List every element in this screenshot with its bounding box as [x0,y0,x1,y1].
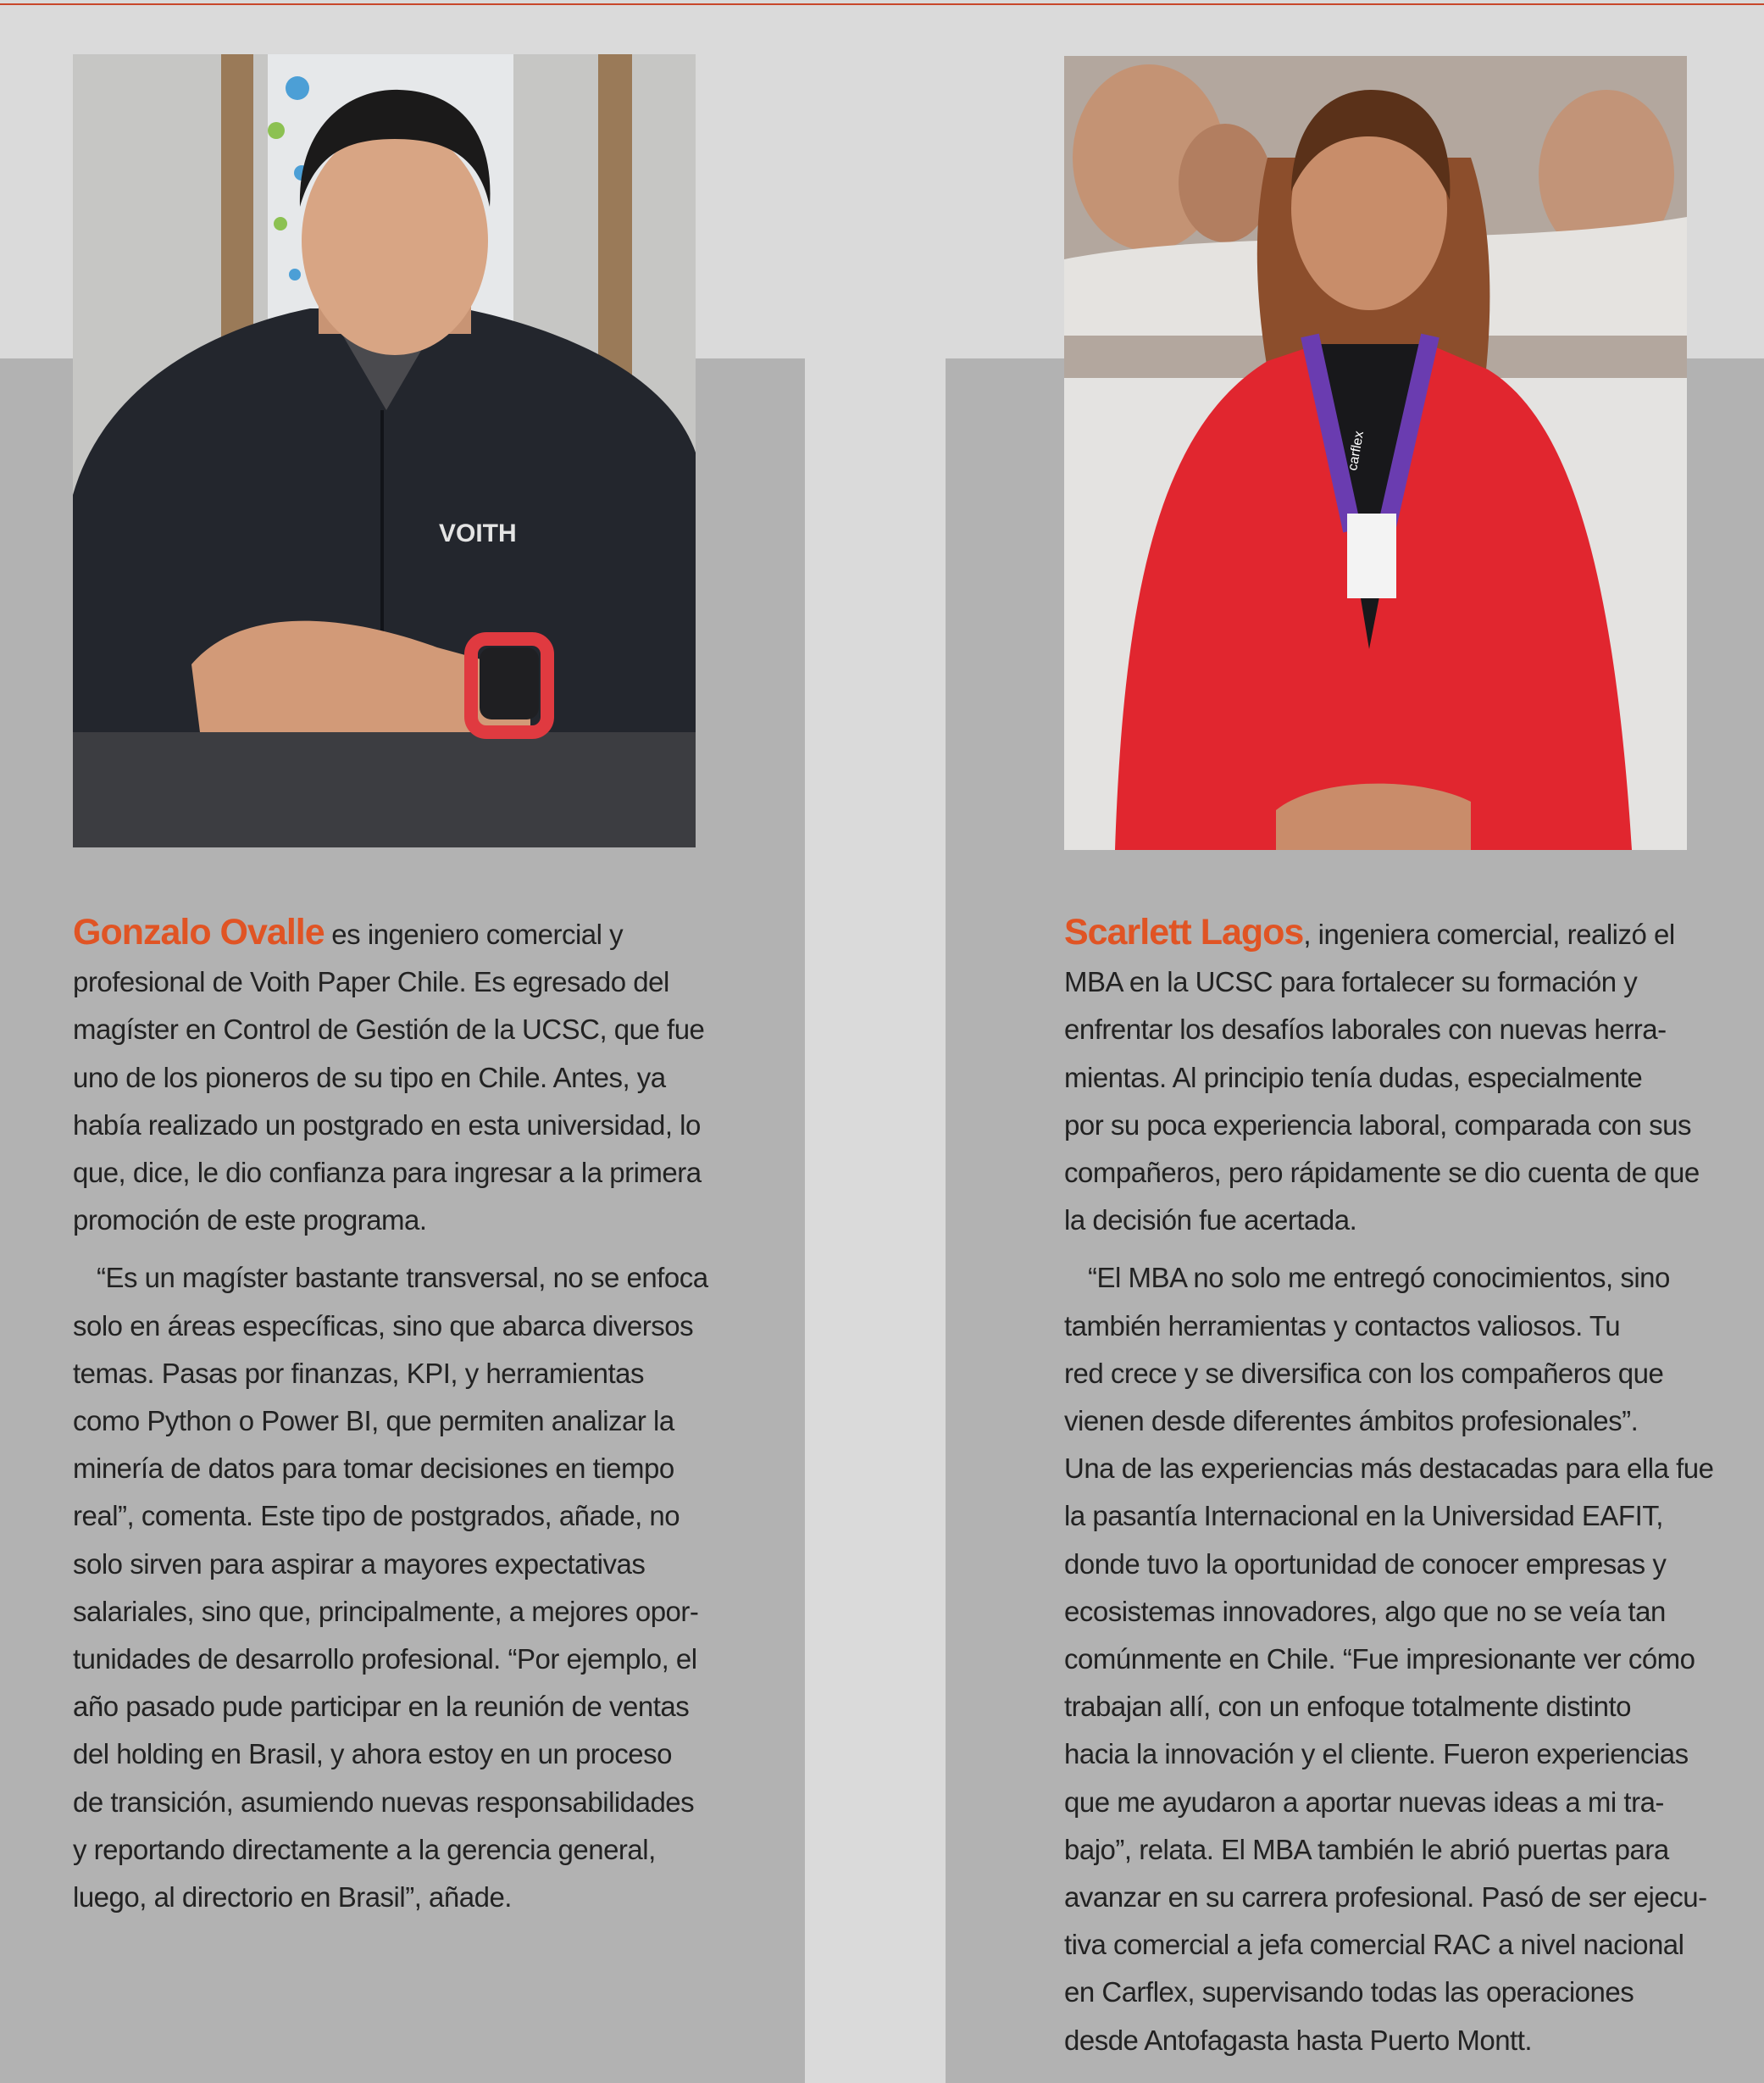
text-line: “El MBA no solo me entregó conocimientos, sino [1088,1262,1670,1294]
scarlett-lagos-photo [1064,56,1687,850]
text-line: y reportando directamente a la gerencia general, [73,1833,656,1865]
text-line: solo sirven para aspirar a mayores expectativas [73,1547,646,1580]
text-line: ecosistemas innovadores, algo que no se veía tan [1064,1595,1666,1627]
portrait-woman-illustration [1064,56,1687,850]
text-line: desde Antofagasta hasta Puerto Montt. [1064,2024,1533,2056]
text-line: vienen desde diferentes ámbitos profesionales”. [1064,1405,1639,1437]
text-line: bajo”, relata. El MBA también le abrió puertas para [1064,1833,1669,1865]
text-line: temas. Pasas por finanzas, KPI, y herramientas [73,1357,644,1389]
text-line: que me ayudaron a aportar nuevas ideas a mi tra- [1064,1786,1664,1818]
intro-paragraph [1064,908,1708,1244]
text-line: de transición, asumiendo nuevas responsabilidades [73,1786,695,1818]
gonzalo-ovalle-article [73,908,717,1921]
text-line: promoción de este programa. [73,1204,427,1236]
intro-paragraph [73,908,717,1244]
photo-lanyard-text: carflex [1345,430,1367,472]
text-line: Una de las experiencias más destacadas para ella fue [1064,1453,1714,1485]
text-line: red crece y se diversifica con los compañeros que [1064,1357,1664,1389]
quote-paragraph [73,1254,717,1921]
text-line: uno de los pioneros de su tipo en Chile. Antes, ya [73,1061,666,1093]
text-line: enfrentar los desafíos laborales con nuevas herra- [1064,1014,1667,1046]
photo-jacket-logo: VOITH [439,519,517,547]
text-line: Gonzalo Ovalle es ingeniero comercial y [73,912,624,953]
text-line: MBA en la UCSC para fortalecer su formación y [1064,966,1638,998]
text-line: compañeros, pero rápidamente se dio cuenta de que [1064,1157,1700,1189]
portrait-man-illustration [73,54,696,847]
person-name: Scarlett Lagos [1064,912,1304,953]
text-line: avanzar en su carrera profesional. Pasó de ser ejecu- [1064,1881,1707,1914]
text-line: profesional de Voith Paper Chile. Es egresado del [73,966,669,998]
text-line: la decisión fue acertada. [1064,1204,1357,1236]
text-line: hacia la innovación y el cliente. Fueron experiencias [1064,1738,1689,1770]
text-line: también herramientas y contactos valiosos. Tu [1064,1309,1621,1341]
text-line: mientas. Al principio tenía dudas, especialmente [1064,1061,1643,1093]
top-rule [0,3,1764,5]
text-line: real”, comenta. Este tipo de postgrados, añade, no [73,1500,680,1532]
text-line: como Python o Power BI, que permiten analizar la [73,1405,674,1437]
text-line: la pasantía Internacional en la Universidad EAFIT, [1064,1500,1663,1532]
text-line: salariales, sino que, principalmente, a mejores opor- [73,1595,699,1627]
text-line: minería de datos para tomar decisiones en tiempo [73,1453,674,1485]
text-line: comúnmente en Chile. “Fue impresionante ver cómo [1064,1643,1695,1675]
text-line: “Es un magíster bastante transversal, no se enfoca [97,1262,708,1294]
text-line: del holding en Brasil, y ahora estoy en un proceso [73,1738,672,1770]
text-line: Scarlett Lagos, ingeniera comercial, realizó el [1064,912,1675,953]
text-line: trabajan allí, con un enfoque totalmente distinto [1064,1691,1631,1723]
text-line: en Carflex, supervisando todas las operaciones [1064,1976,1634,2008]
text-line: luego, al directorio en Brasil”, añade. [73,1881,512,1914]
text-line: donde tuvo la oportunidad de conocer empresas y [1064,1547,1667,1580]
text-line: que, dice, le dio confianza para ingresar a la primera [73,1157,702,1189]
text-line: solo en áreas específicas, sino que abarca diversos [73,1309,694,1341]
text-line: magíster en Control de Gestión de la UCSC, que fue [73,1014,705,1046]
text-line: por su poca experiencia laboral, comparada con sus [1064,1108,1691,1141]
scarlett-lagos-article [1064,908,1714,2064]
text-line: había realizado un postgrado en esta universidad, lo [73,1108,701,1141]
text-line: tunidades de desarrollo profesional. “Por ejemplo, el [73,1643,697,1675]
gonzalo-ovalle-photo [73,54,696,847]
quote-paragraph [1064,1254,1714,2064]
text-line: año pasado pude participar en la reunión de ventas [73,1691,690,1723]
text-line: tiva comercial a jefa comercial RAC a nivel nacional [1064,1929,1684,1961]
person-name: Gonzalo Ovalle [73,912,325,953]
